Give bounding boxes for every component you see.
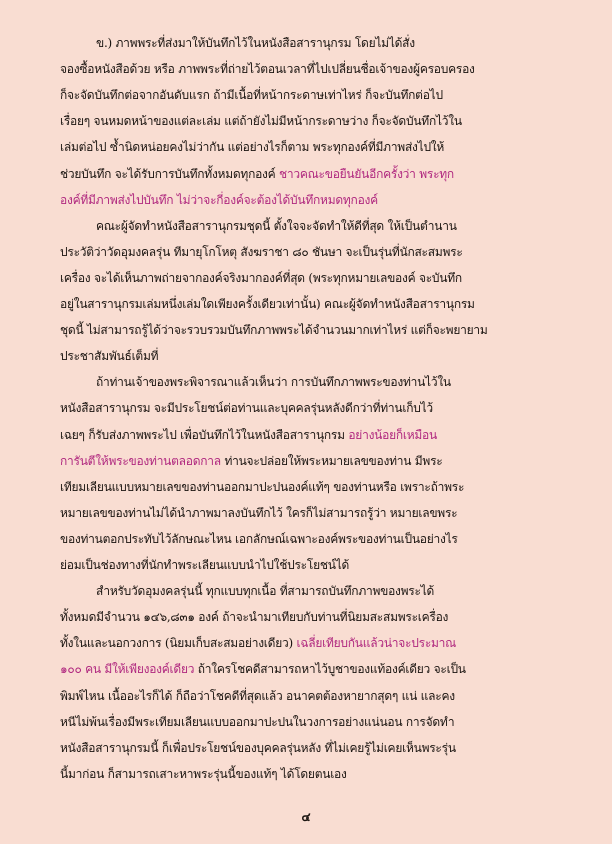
page-number: ๔ <box>301 810 311 824</box>
highlighted-text: การันตีให้พระของท่านตลอดกาล <box>60 453 221 468</box>
text-segment: นี้มาก่อน ก็สามารถเสาะหาพระรุ่นนี้ของแท้ๆ ได้โดยตนเอง <box>60 766 347 781</box>
text-line <box>60 452 442 471</box>
text-segment: จองซื้อหนังสือด้วย หรือ ภาพพระที่ถ่ายไว้ตอนเวลาที่ไปเปลี่ยนชื่อเจ้าของผู้ครอบครอง <box>60 62 475 77</box>
highlighted-text: เฉลี่ยเทียบกันแล้วน่าจะประมาณ <box>296 636 457 651</box>
text-segment: ทั้งหมดมีจำนวน ๑๔๖,๘๓๑ องค์ ถ้าจะนำมาเทียบกับท่านที่นิยมสะสมพระเครื่อง <box>60 610 449 625</box>
text-line <box>60 138 444 157</box>
text-line <box>60 60 475 79</box>
text-segment: หมายเลขของท่านไม่ได้นำภาพมาลงบันทึกไว้ ใครก็ไม่สามารถรู้ว่า หมายเลขพระ <box>60 505 458 520</box>
text-segment: เล่มต่อไป ซ้ำนิดหน่อยคงไม่ว่ากัน แต่อย่างไรก็ตาม พระทุกองค์ที่มีภาพส่งไปให้ <box>60 140 445 155</box>
text-line <box>96 373 451 392</box>
text-segment: ช่วยบันทึก จะได้รับการบันทึกทั้งหมดทุกองค์ <box>60 166 280 181</box>
highlighted-text: องค์ที่มีภาพส่งไปบันทึก ไม่ว่าจะกี่องค์จะต้องได้บันทึกหมดทุกองค์ <box>60 192 378 207</box>
text-line <box>96 34 415 53</box>
text-line <box>60 556 349 575</box>
text-line <box>60 243 463 262</box>
text-segment: อยู่ในสารานุกรมเล่มหนึ่งเล่มใดเพียงครั้งเดียวเท่านั้น) คณะผู้จัดทำหนังสือสารานุกรม <box>60 297 475 311</box>
text-line <box>60 347 158 366</box>
text-line <box>60 713 454 732</box>
highlighted-text: ชาวคณะขอยืนยันอีกครั้งว่า พระทุก <box>279 166 454 181</box>
text-line <box>60 426 437 445</box>
text-segment: ก็จะจัดบันทึกต่อจากอันดับแรก ถ้ามีเนื้อที่หน้ากระดาษเท่าไหร่ ก็จะบันทึกต่อไป <box>60 88 443 103</box>
text-line <box>60 295 475 314</box>
text-line <box>60 399 433 418</box>
text-line <box>60 504 457 523</box>
text-segment: หนีไม่พ้นเรื่องมีพระเทียมเลียนแบบออกมาปะปนในวงการอย่างแน่นอน การจัดทำ <box>60 714 455 729</box>
text-segment: ถ้าท่านเจ้าของพระพิจารณาแล้วเห็นว่า การบันทึกภาพพระของท่านไว้ใน <box>96 375 451 390</box>
text-line <box>60 660 466 679</box>
text-line <box>60 530 458 549</box>
text-line <box>60 191 378 210</box>
text-line <box>60 478 464 497</box>
text-segment: หนังสือสารานุกรม จะมีประโยชน์ต่อท่านและบุคคลรุ่นหลังดีกว่าที่ท่านเก็บไว้ <box>60 401 433 416</box>
text-line <box>60 321 488 340</box>
text-segment: ย่อมเป็นช่องทางที่นักทำพระเลียนแบบนำไปใช้ประโยชน์ได้ <box>60 558 350 572</box>
text-segment: ข.) ภาพพระที่ส่งมาให้บันทึกไว้ในหนังสือสารานุกรม โดยไม่ได้สั่ง <box>96 36 415 50</box>
text-segment: เทียมเลียนแบบหมายเลขของท่านออกมาปะปนองค์แท้ๆ ของท่านหรือ เพราะถ้าพระ <box>60 479 465 494</box>
highlighted-text: ๑๐๐ คน มีให้เพียงองค์เดียว <box>60 662 195 677</box>
text-segment: พิมพ์ไหน เนื้ออะไรก็ได้ ก็ถือว่าโชคดีที่สุดแล้ว อนาคตต้องหายากสุดๆ แน่ และคง <box>60 688 455 703</box>
text-segment: คณะผู้จัดทำหนังสือสารานุกรมชุดนี้ ตั้งใจจะจัดทำให้ดีที่สุด ให้เป็นตำนาน <box>96 218 457 233</box>
text-segment: หนังสือสารานุกรมนี้ ก็เพื่อประโยชน์ของบุคคลรุ่นหลัง ที่ไม่เคยรู้ไม่เคยเห็นพระรุ่น <box>60 740 456 755</box>
text-line <box>60 86 443 105</box>
text-line <box>60 269 462 288</box>
text-segment: เรื่อยๆ จนหมดหน้าของแต่ละเล่ม แต่ถ้ายังไม่มีหน้ากระดาษว่าง ก็จะจัดบันทึกไว้ใน <box>60 114 462 129</box>
text-segment: ประวัติว่าวัดอุมงคลรุ่น ทีมายุโกโหตุ สังฆราชา ๘๐ ชันษา จะเป็นรุ่นที่นักสะสมพระ <box>60 244 463 259</box>
text-line <box>96 582 434 601</box>
text-line <box>60 634 456 653</box>
text-line <box>60 687 455 706</box>
text-line <box>96 217 457 236</box>
text-segment: เครื่อง จะได้เห็นภาพถ่ายจากองค์จริงมากองค์ที่สุด (พระทุกหมายเลของค์ จะบันทึก <box>60 270 462 285</box>
highlighted-text: อย่างน้อยก็เหมือน <box>348 427 437 442</box>
text-segment: ชุดนี้ ไม่สามารถรู้ได้ว่าจะรวบรวมบันทึกภาพพระได้จำนวนมากเท่าไหร่ แต่ก็จะพยายาม <box>60 323 488 338</box>
text-segment: ประชาสัมพันธ์เต็มที่ <box>60 349 159 364</box>
text-segment: เฉยๆ ก็รับส่งภาพพระไป เพื่อบันทึกไว้ในหนังสือสารานุกรม <box>60 427 349 442</box>
text-line <box>60 765 347 784</box>
text-segment: ทั้งในและนอกวงการ (นิยมเก็บสะสมอย่างเดียว) <box>60 636 297 651</box>
text-segment: ถ้าใครโชคดีสามารถหาไว้บูชาของแท้องค์เดียว จะเป็น <box>194 662 466 677</box>
text-segment: ของท่านตอกประทับไว้ลักษณะไหน เอกลักษณ์เฉพาะองค์พระของท่านเป็นอย่างไร <box>60 531 458 546</box>
text-segment: ท่านจะปล่อยให้พระหมายเลขของท่าน มีพระ <box>220 453 443 468</box>
text-line <box>60 739 456 758</box>
text-line <box>60 608 448 627</box>
text-line <box>60 112 462 131</box>
text-segment: สำหรับวัดอุมงคลรุ่นนี้ ทุกแบบทุกเนื้อ ที่สามารถบันทึกภาพของพระได้ <box>96 584 435 599</box>
text-line <box>60 165 454 184</box>
